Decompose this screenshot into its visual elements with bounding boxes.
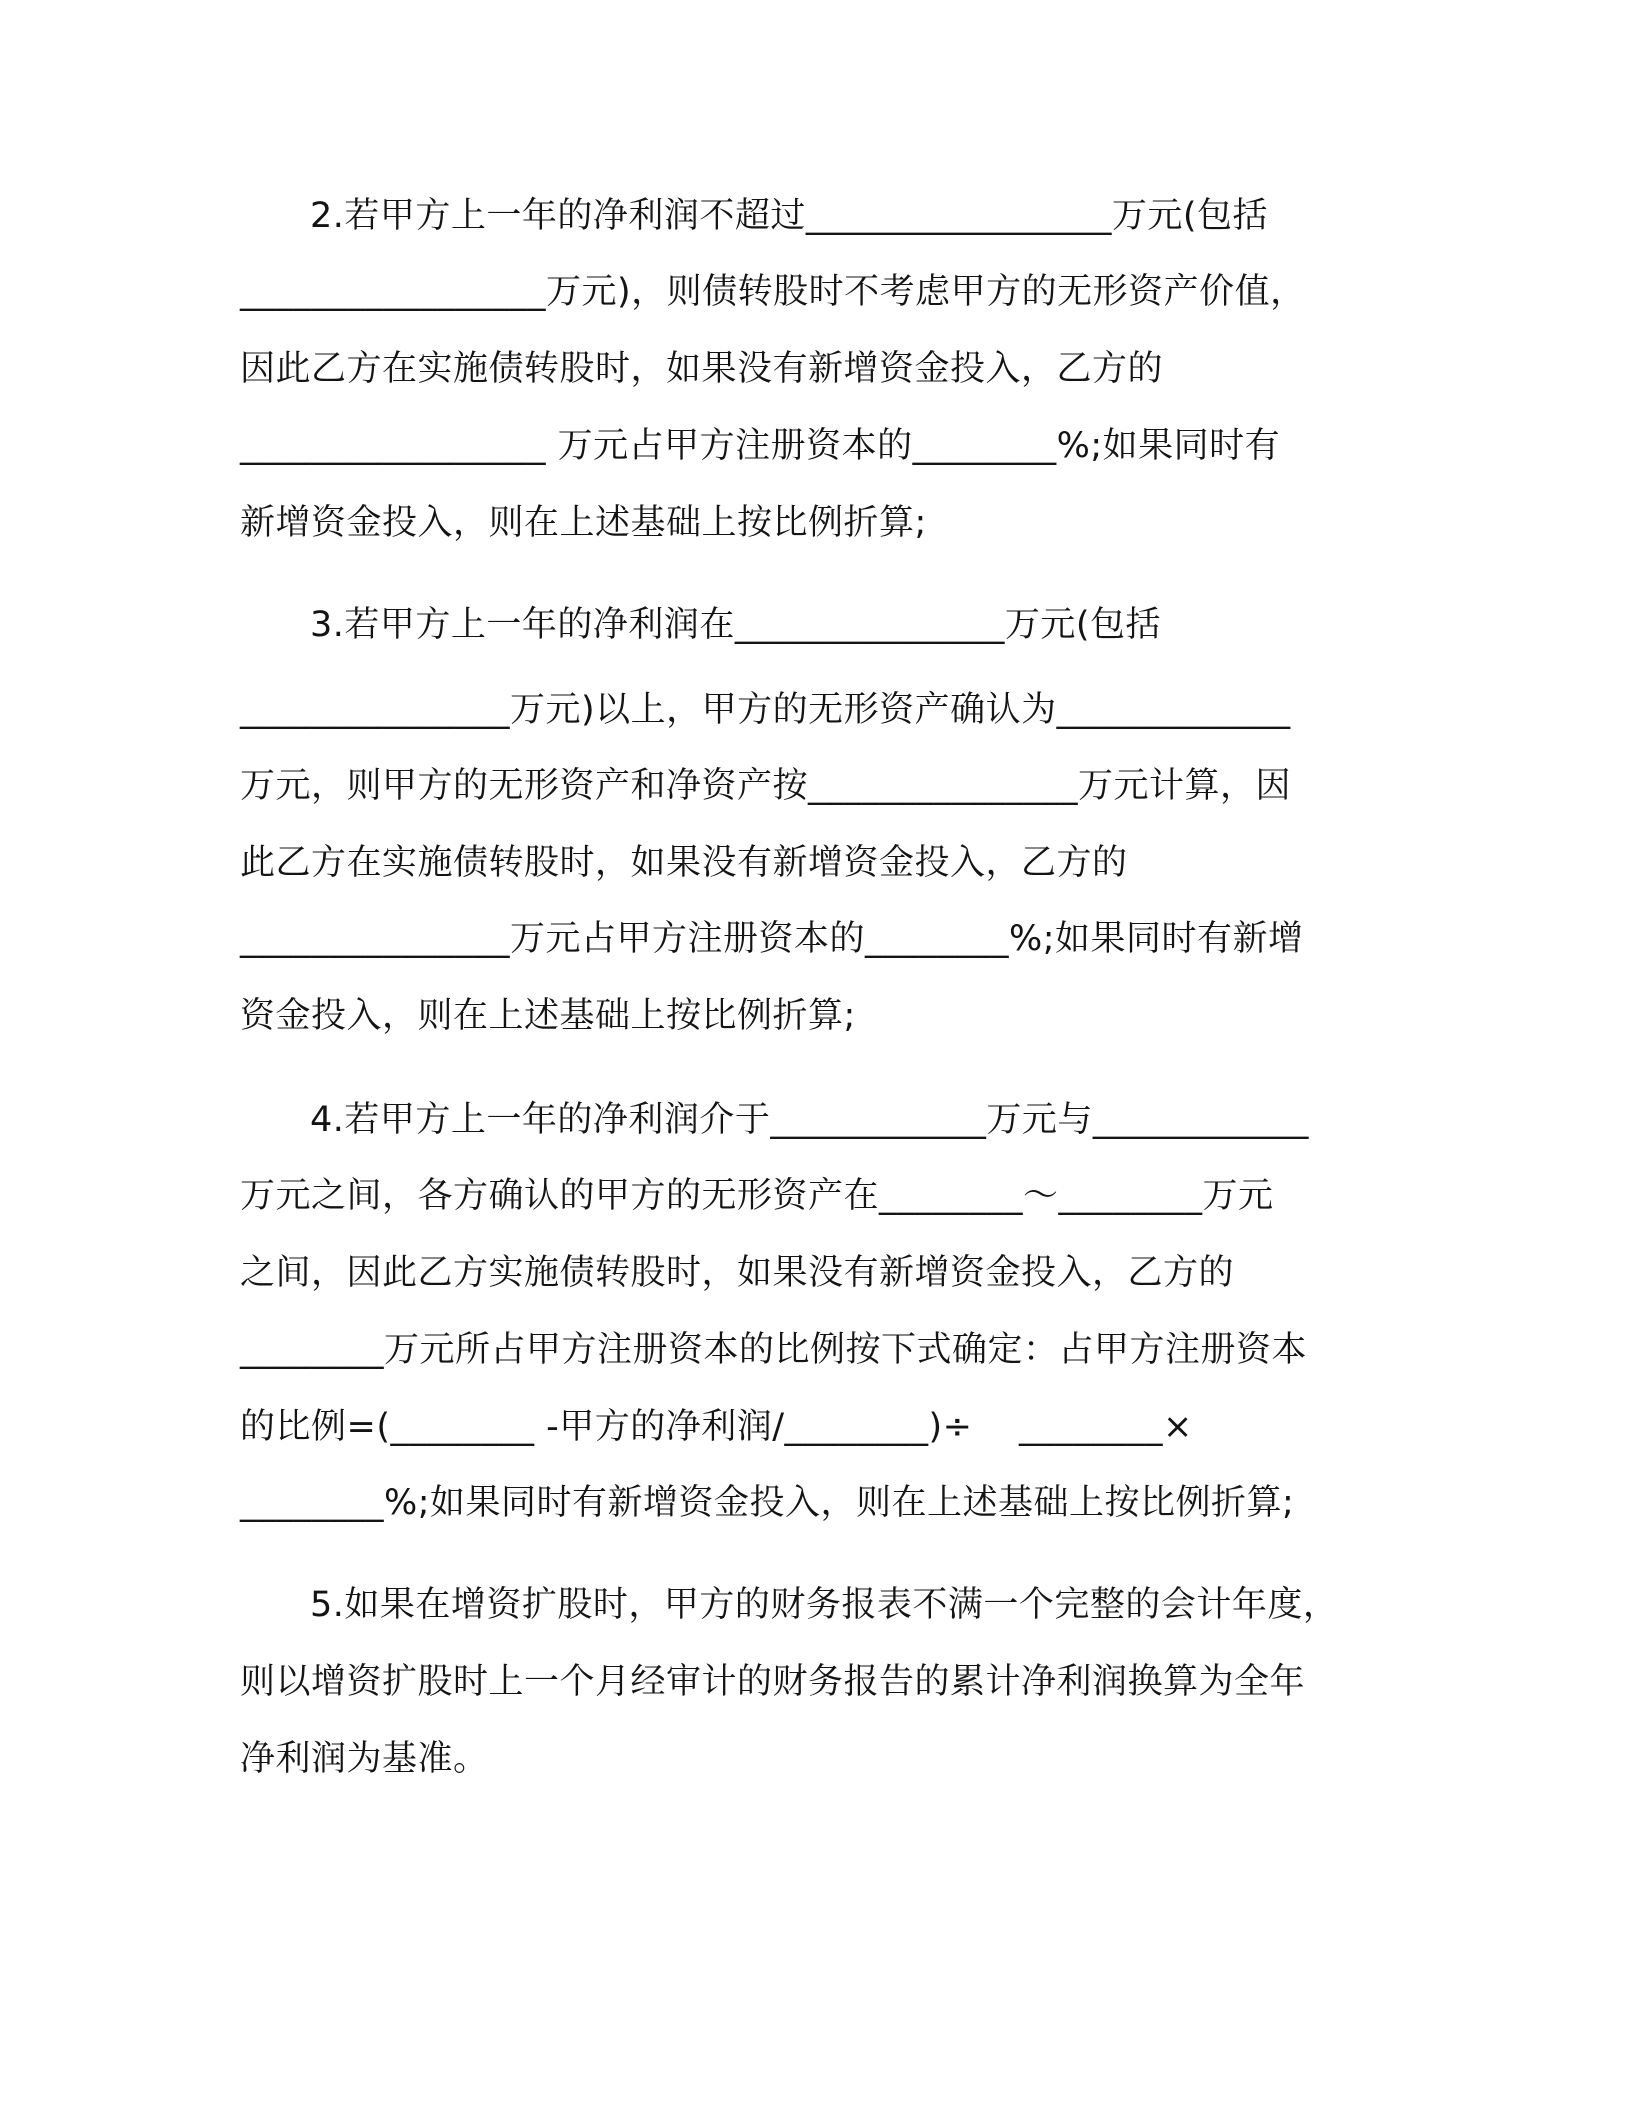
clause-3-line-1: 3.若甲方上一年的净利润在_______________万元(包括 [310, 605, 1162, 645]
clause-2-line-5: 新增资金投入，则在上述基础上按比例折算; [240, 503, 927, 543]
clause-4-line-5: 的比例=(________ -甲方的净利润/________)÷ ________× [240, 1407, 1193, 1447]
clause-3-line-4: 此乙方在实施债转股时，如果没有新增资金投入，乙方的 [240, 843, 1128, 883]
clause-2-line-4: _________________ 万元占甲方注册资本的________%;如果同时有 [240, 426, 1281, 466]
clause-4-line-1: 4.若甲方上一年的净利润介于____________万元与____________ [310, 1100, 1309, 1140]
clause-4-line-3: 之间，因此乙方实施债转股时，如果没有新增资金投入，乙方的 [240, 1253, 1235, 1293]
clause-2-line-2: _________________万元)，则债转股时不考虑甲方的无形资产价值， [240, 272, 1306, 312]
clause-5-line-3: 净利润为基准。 [240, 1739, 489, 1779]
clause-2-line-3: 因此乙方在实施债转股时，如果没有新增资金投入，乙方的 [240, 349, 1164, 389]
clause-4-line-2: 万元之间，各方确认的甲方的无形资产在________～________万元 [240, 1176, 1274, 1216]
clause-5-line-2: 则以增资扩股时上一个月经审计的财务报告的累计净利润换算为全年 [240, 1662, 1306, 1702]
clause-2-line-1: 2.若甲方上一年的净利润不超过_________________万元(包括 [310, 196, 1269, 236]
clause-3-line-2: _______________万元)以上，甲方的无形资产确认为_____________ [240, 690, 1291, 730]
clause-4-line-6: ________%;如果同时有新增资金投入，则在上述基础上按比例折算; [240, 1483, 1295, 1523]
clause-4-line-4: ________万元所占甲方注册资本的比例按下式确定：占甲方注册资本 [240, 1330, 1308, 1370]
clause-3-line-5: _______________万元占甲方注册资本的________%;如果同时有新增 [240, 919, 1304, 959]
clause-3-line-3: 万元，则甲方的无形资产和净资产按_______________万元计算，因 [240, 766, 1292, 806]
clause-5-line-1: 5.如果在增资扩股时，甲方的财务报表不满一个完整的会计年度， [310, 1585, 1339, 1625]
clause-3-line-6: 资金投入，则在上述基础上按比例折算; [240, 996, 856, 1036]
